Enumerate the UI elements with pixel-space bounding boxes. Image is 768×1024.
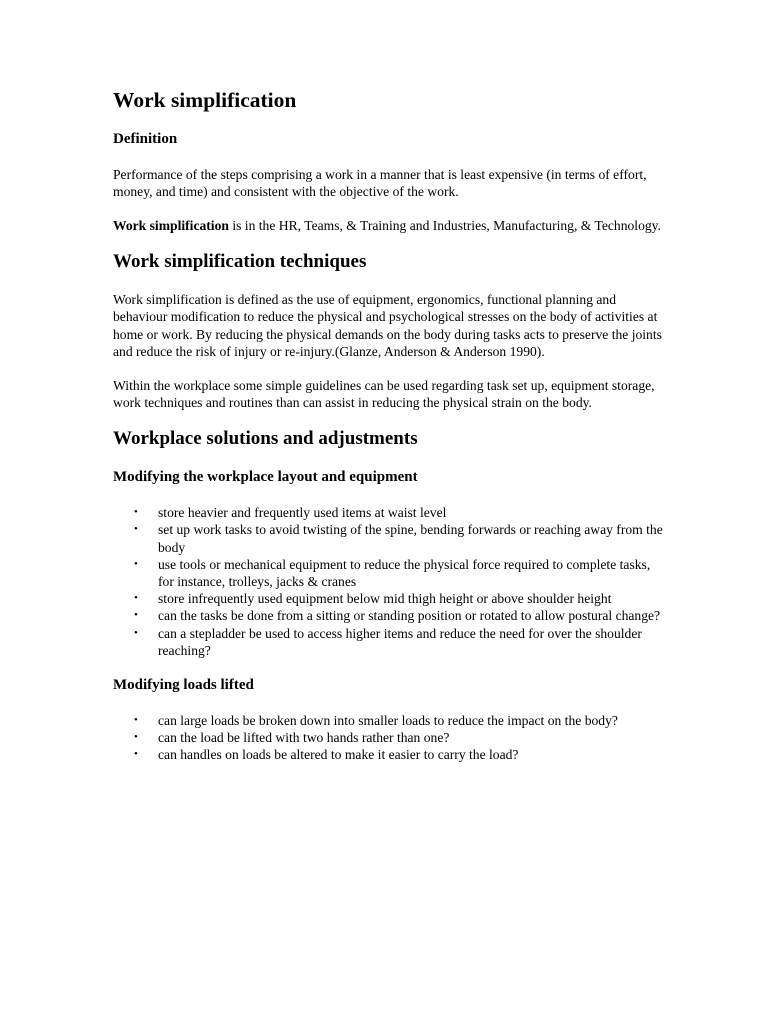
bullet-icon: • <box>134 714 138 727</box>
techniques-heading: Work simplification techniques <box>113 251 367 273</box>
list-item <box>113 729 668 746</box>
page-title: Work simplification <box>113 88 297 112</box>
bullet-icon: • <box>134 626 138 639</box>
bullet-icon: • <box>134 523 138 536</box>
loads-list <box>113 712 668 764</box>
list-item <box>113 625 668 659</box>
list-item-text: store heavier and frequently used items at waist level <box>158 505 447 521</box>
solutions-heading: Workplace solutions and adjustments <box>113 428 418 450</box>
bullet-icon: • <box>134 731 138 744</box>
bullet-icon: • <box>134 557 138 570</box>
list-item-text: set up work tasks to avoid twisting of the spine, bending forwards or reaching away from the body <box>158 522 663 555</box>
list-item-text: can handles on loads be altered to make it easier to carry the load? <box>158 747 519 763</box>
category-paragraph <box>113 217 668 234</box>
list-item-text: can a stepladder be used to access higher items and reduce the need for over the shoulder reaching? <box>158 625 642 658</box>
definition-text: Performance of the steps comprising a work in a manner that is least expensive (in terms of effort, money, and time) and consistent with the objective of the work. <box>113 166 647 199</box>
list-item-text: use tools or mechanical equipment to reduce the physical force required to complete tasks, for instance, trolleys, jacks & cranes <box>158 556 651 590</box>
loads-heading: Modifying loads lifted <box>113 677 254 694</box>
list-item <box>113 746 668 763</box>
list-item <box>113 556 668 590</box>
list-item <box>113 590 668 607</box>
bullet-icon: • <box>134 609 138 622</box>
techniques-paragraph-2: Within the workplace some simple guidelines can be used regarding task set up, equipment storage, work techniques and routines than can assist in reducing the physical strain on the body. <box>113 378 655 411</box>
layout-list <box>113 504 668 659</box>
list-item-text: can the load be lifted with two hands rather than one? <box>158 730 450 746</box>
list-item-text: store infrequently used equipment below mid thigh height or above shoulder height <box>158 591 612 607</box>
list-item <box>113 504 668 521</box>
bullet-icon: • <box>134 592 138 605</box>
category-rest: is in the HR, Teams, & Training and Industries, Manufacturing, & Technology. <box>228 218 661 234</box>
definition-heading: Definition <box>113 130 178 147</box>
layout-heading: Modifying the workplace layout and equipment <box>113 469 418 486</box>
list-item-text: can the tasks be done from a sitting or standing position or rotated to allow postural change? <box>158 608 661 624</box>
category-term: Work simplification <box>113 218 229 234</box>
bullet-icon: • <box>134 506 138 519</box>
techniques-paragraph-1: Work simplification is defined as the use of equipment, ergonomics, functional planning and behaviour modification to reduce the physical and psychological stresses on the body of activities at home or work. By reducing the physical demands on the body during tasks acts to preserve the joints and reduce the risk of injury or re-injury.(Glanze, Anderson & Anderson 1990). <box>113 292 662 359</box>
list-item-text: can large loads be broken down into smaller loads to reduce the impact on the body? <box>158 713 618 729</box>
list-item <box>113 712 668 729</box>
list-item <box>113 607 668 624</box>
bullet-icon: • <box>134 748 138 761</box>
list-item <box>113 521 668 555</box>
